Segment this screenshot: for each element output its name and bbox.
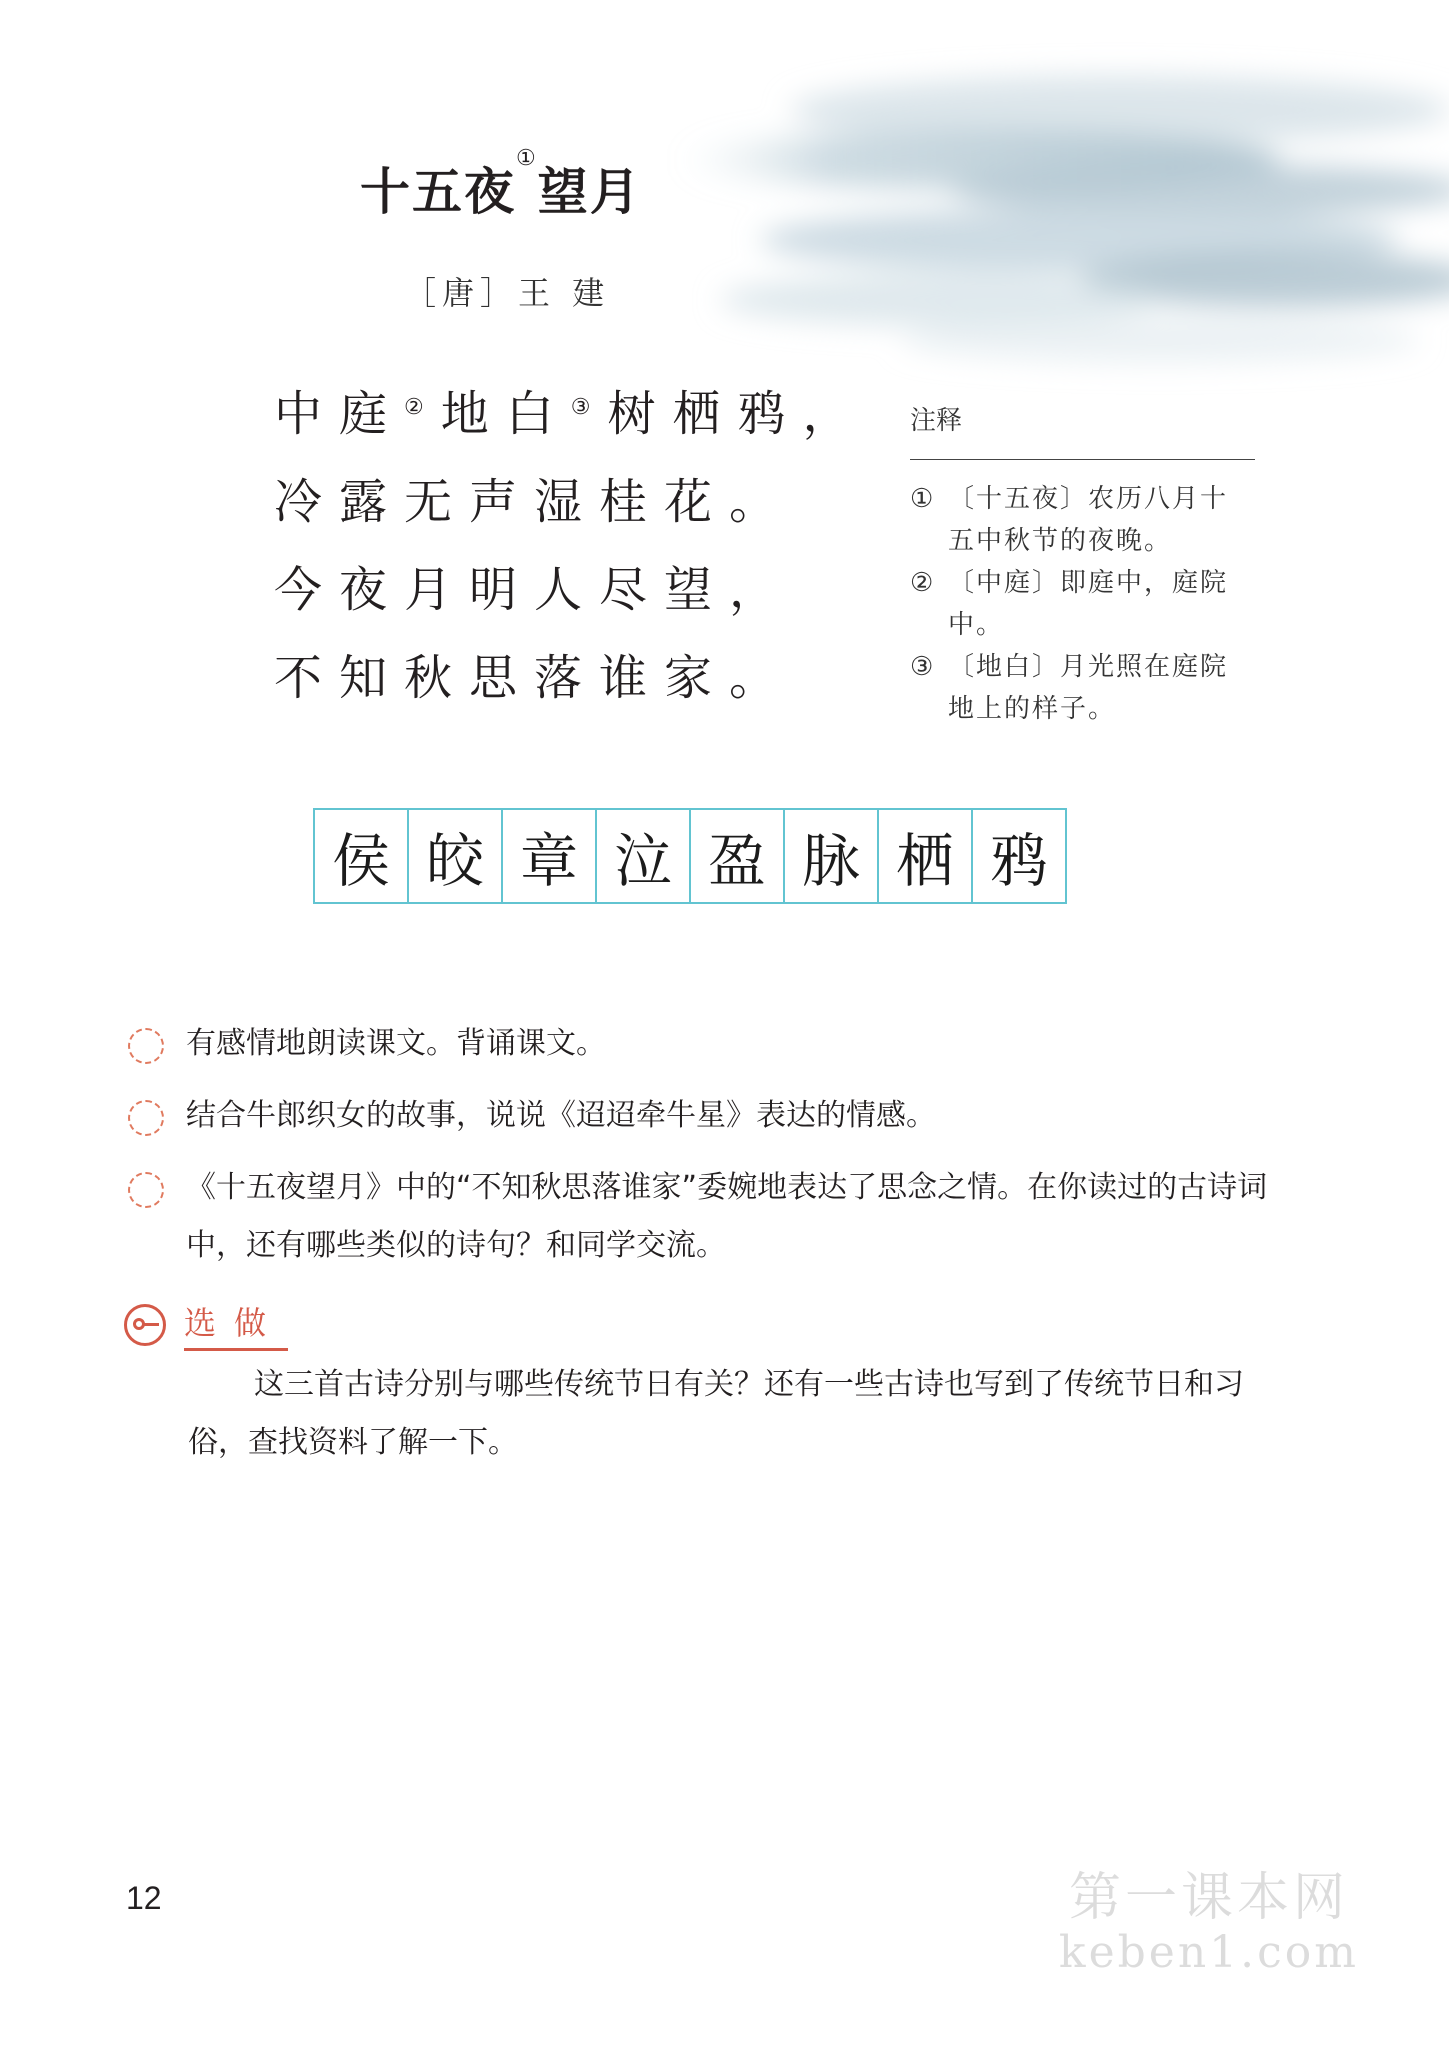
dashed-circle-icon <box>128 1028 164 1064</box>
exercise-item: 有感情地朗读课文。背诵课文。 <box>128 1015 1268 1073</box>
dashed-circle-icon <box>128 1100 164 1136</box>
poem-line-3: 今夜月明人尽望， <box>274 562 795 618</box>
annotation-item: ① 〔十五夜〕农历八月十五中秋节的夜晚。 <box>910 484 1229 556</box>
exercise-item: 《十五夜望月》中的“不知秋思落谁家”委婉地表达了思念之情。在你读过的古诗词中，还有哪些类似的诗句？和同学交流。 <box>128 1159 1268 1275</box>
character-cell: 脉 <box>785 810 879 902</box>
poem-line-1: 中庭②地白③树栖鸦， <box>274 386 868 442</box>
footnote-mark: ③ <box>570 395 608 420</box>
footnote-mark: ① <box>516 146 538 171</box>
exercise-item: 结合牛郎织女的故事，说说《迢迢牵牛星》表达的情感。 <box>128 1087 1268 1145</box>
page-number: 12 <box>126 1880 162 1916</box>
character-cell: 栖 <box>879 810 973 902</box>
character-cell: 皎 <box>409 810 503 902</box>
annotations-heading: 注释 <box>910 400 1255 460</box>
poem-author: ［唐］王 建 <box>404 274 611 312</box>
dashed-circle-icon <box>128 1172 164 1208</box>
watercolor-cloud-illustration <box>560 40 1449 400</box>
character-cell: 泣 <box>597 810 691 902</box>
character-cell: 鸦 <box>989 827 1048 895</box>
optional-task-icon <box>124 1304 166 1346</box>
exercise-list <box>128 1015 1268 1289</box>
character-cell: 侯 <box>315 810 409 902</box>
poem-body <box>274 370 868 722</box>
character-cell: 盈 <box>691 810 785 902</box>
optional-section-label: 选做 <box>184 1298 288 1351</box>
poem-line-4: 不知秋思落谁家。 <box>274 650 795 706</box>
character-grid <box>313 808 1067 904</box>
annotation-item: ③ 〔地白〕月光照在庭院地上的样子。 <box>910 652 1229 724</box>
annotations-panel <box>910 400 1255 730</box>
optional-section-header <box>124 1298 288 1351</box>
annotation-item: ② 〔中庭〕即庭中，庭院中。 <box>910 568 1229 640</box>
optional-task-text: 这三首古诗分别与哪些传统节日有关？还有一些古诗也写到了传统节日和习俗，查找资料了解一下。 <box>188 1367 1244 1460</box>
poem-line-2: 冷露无声湿桂花。 <box>274 474 795 530</box>
poem-title: 十五夜①望月 <box>360 146 642 221</box>
site-watermark: 第一课本网 keben1.com <box>1058 1868 1359 1978</box>
footnote-mark: ② <box>404 395 441 420</box>
character-cell: 章 <box>503 810 597 902</box>
